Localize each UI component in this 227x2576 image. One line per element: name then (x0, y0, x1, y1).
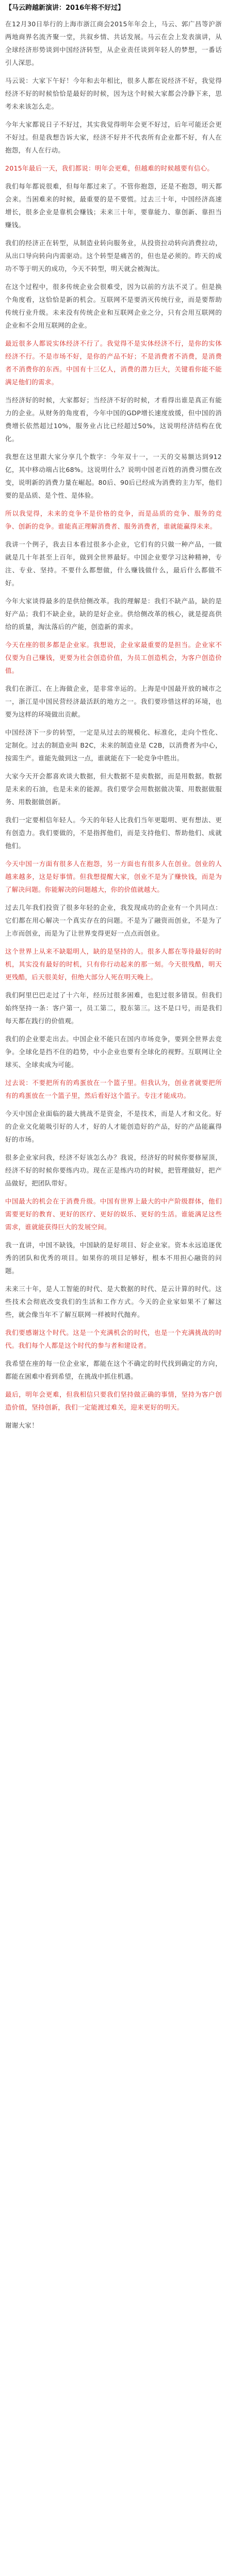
article-title: 【马云跨越新演讲：2016年将不好过】 (5, 4, 125, 12)
article-paragraph: 我想在这里跟大家分享几个数字：今年双十一，一天的交易额达到912亿，其中移动端占比68%。这说明什么？说明中国老百姓的消费习惯在改变，说明新的消费力量在崛起。80后、90后已经成为消费的主力军，他们要的是品质、是个性、是体验。 (5, 453, 222, 499)
article-paragraph: 我一直讲，中国不缺钱，中国缺的是好项目、好企业家。资本永远追逐优秀的团队和优秀的项目。如果你的项目足够好，根本不用担心融资的问题。 (5, 1241, 222, 1275)
article-paragraph: 我们阿里巴巴走过了十六年，经历过很多困难，也犯过很多错误。但我们始终坚持一条：客户第一，员工第二，股东第三。这不是口号，而是我们每天都在践行的价值观。 (5, 991, 222, 1025)
article-paragraph: 在12月30日举行的上海市浙江商会2015年年会上，马云、郭广昌等沪浙两地商界名流齐聚一堂，共叙乡情、共话发展。马云在会上发表演讲，从全球经济形势谈到中国经济转型，从企业责任谈到年轻人的梦想，一番话引人深思。 (5, 20, 222, 66)
article-paragraph: 今年大家都说日子不好过，其实我觉得明年会更不好过，后年可能还会更不好过。但是我想告诉大家，经济不好并不代表所有企业都不好，有人在抱怨，有人在行动。 (5, 121, 222, 154)
article-paragraph: 我们的经济正在转型，从制造业转向服务业，从投资拉动转向消费拉动，从出口导向转向内需驱动。这个转型是痛苦的，但也是必须的。昨天的成功不等于明天的成功，今天不转型，明天就会被淘汰。 (5, 239, 222, 273)
article-paragraph: 这个世界上从来不缺聪明人，缺的是坚持的人。很多人都在等待最好的时机，其实没有最好的时机，只有你行动起来的那一刻。今天很残酷，明天更残酷，后天很美好，但绝大部分人死在明天晚上。 (5, 947, 222, 981)
article-paragraph: 在这个过程中，很多传统企业会很难受，因为以前的方法不灵了。但是换个角度看，这恰恰是新的机会。互联网不是要消灭传统行业，而是要帮助传统行业升级。未来没有传统企业和互联网企业之分，只有会用互联网的企业和不会用互联网的企业。 (5, 283, 222, 329)
article-paragraph: 谢谢大家！ (5, 1421, 39, 1429)
article-paragraph: 未来三十年，是人工智能的时代、是大数据的时代、是云计算的时代。这些技术会彻底改变我们的生活和工作方式。今天的企业家如果不了解这些，就会像当年不了解互联网一样被时代抛弃。 (5, 1285, 222, 1318)
article-paragraph: 今天在座的很多都是企业家。我想说，企业家最重要的是担当。企业家不仅要为自己赚钱，更要为社会创造价值，为员工创造机会，为客户创造价值。 (5, 641, 222, 674)
article-paragraph: 很多企业家问我，经济不好该怎么办？我说，经济好的时候你要修屋顶，经济不好的时候你要练内功。现在正是练内功的时候，把管理做好，把产品做好，把团队带好。 (5, 1154, 222, 1187)
article-paragraph: 我们的企业要走出去。中国企业不能只在国内市场竞争，要到全世界去竞争。全球化是挡不住的趋势，中小企业也要有全球化的视野。互联网让全球买、全球卖成为可能。 (5, 1035, 222, 1069)
article-paragraph: 2015年最后一天，我们都说：明年会更难，但越难的时候越要有信心。 (5, 164, 214, 172)
article-body (5, 18, 222, 1432)
article-paragraph: 最近很多人都说实体经济不行了。我觉得不是实体经济不行，是你的实体经济不行。不是市场不好，是你的产品不好；不是消费者不消费，是消费者不消费你的东西。中国有十三亿人，消费的潜力巨大，关键看你能不能满足他们的需求。 (5, 340, 222, 386)
article-paragraph: 大家今天开会都喜欢谈大数据，但大数据不是卖数据，而是用数据。数据是未来的石油，也是未来的能源。我们要学会用数据做决策、用数据做服务、用数据做创新。 (5, 772, 222, 806)
article-paragraph: 我讲一个例子，我去日本看过很多小企业，它们有的只做一种产品，一做就是几十年甚至上百年，做到全世界最好。中国企业要学习这种精神，专注、专业、坚持。不要什么都想做，什么赚钱做什么，最后什么都做不好。 (5, 540, 222, 587)
article-paragraph: 中国经济下一步的转型，一定是从过去的规模化、标准化，走向个性化、定制化。过去的制造业叫 B2C，未来的制造业是 C2B，以消费者为中心，按需生产。谁能先做到这一点，谁就能在下一轮竞争中胜出。 (5, 728, 222, 762)
article-paragraph: 马云说：大家下午好！今年和去年相比，很多人都在说经济不好，我觉得经济不好的时候恰恰是最好的时候，因为这个时候大家都会冷静下来，思考未来该怎么走。 (5, 77, 222, 110)
article-paragraph: 今天中国一方面有很多人在抱怨，另一方面也有很多人在创业。创业的人越来越多，这是好事情。但我想提醒大家，创业不是为了赚快钱，而是为了解决问题。你能解决的问题越大，你的价值就越大。 (5, 860, 222, 893)
article-paragraph: 今天中国企业面临的最大挑战不是资金，不是技术，而是人才和文化。好的企业文化能吸引好的人才，好的人才能创造好的产品，好的产品能赢得好的市场。 (5, 1110, 222, 1143)
article-paragraph: 我们在浙江、在上海做企业，是非常幸运的。上海是中国最开放的城市之一，浙江是中国民营经济最活跃的地方之一。我们要珍惜这样的环境，也要为这样的环境做出贡献。 (5, 685, 222, 718)
article-paragraph: 今年大家谈得最多的是供给侧改革。我的理解是：我们不缺产品，缺的是好产品；我们不缺企业，缺的是好企业。供给侧改革的核心，就是提高供给的质量，淘汰落后的产能，创造新的需求。 (5, 597, 222, 631)
article-paragraph: 过去几年我们投资了很多年轻的企业，我发现成功的企业有一个共同点：它们都在用心解决一个真实存在的问题。不是为了融资而创业，不是为了上市而创业，而是为了让世界变得更好一点点而创业。 (5, 904, 222, 937)
article-paragraph: 中国最大的机会在于消费升级。中国有世界上最大的中产阶级群体，他们需要更好的教育、更好的医疗、更好的娱乐、更好的生活。谁能满足这些需求，谁就能获得巨大的发展空间。 (5, 1197, 222, 1231)
article-paragraph: 最后，明年会更难，但我相信只要我们坚持做正确的事情，坚持为客户创造价值，坚持创新，我们一定能渡过难关，迎来更好的明天。 (5, 1391, 222, 1411)
article-paragraph: 过去说：不要把所有的鸡蛋放在一个篮子里。但我认为，创业者就要把所有的鸡蛋放在一个篮子里，然后看好这个篮子。专注才能成功。 (5, 1079, 222, 1099)
article-paragraph: 当经济好的时候，大家都好；当经济不好的时候，才看得出谁是真正有能力的企业。从财务的角度看，今年中国的GDP增长速度放缓，但中国的消费增长依然超过10%，服务业占比已经超过50%，这说明经济结构在优化。 (5, 396, 222, 443)
article-paragraph: 我们一定要相信年轻人。今天的年轻人比我们当年更聪明、更有想法、更有创造力。我们要做的，不是指挥他们，而是支持他们、帮助他们、成就他们。 (5, 816, 222, 850)
article-paragraph: 所以我觉得，未来的竞争不是价格的竞争，而是品质的竞争、服务的竞争、创新的竞争。谁能真正理解消费者、服务消费者，谁就能赢得未来。 (5, 510, 222, 530)
article-paragraph: 我们要感谢这个时代。这是一个充满机会的时代，也是一个充满挑战的时代。我们每个人都是这个时代的参与者和建设者。 (5, 1329, 222, 1349)
article-paragraph: 我希望在座的每一位企业家，都能在这个不确定的时代找到确定的方向，都能在困难中看到希望，在挑战中抓住机遇。 (5, 1360, 222, 1380)
article-paragraph: 我们每年都说很难，但每年都过来了。不管你抱怨，还是不抱怨，明天都会来。当困难来的时候，最重要的是不要慌。过去三十年，中国经济高速增长，很多企业是靠机会赚钱；未来三十年，要靠能力、靠创新、靠担当赚钱。 (5, 182, 222, 229)
